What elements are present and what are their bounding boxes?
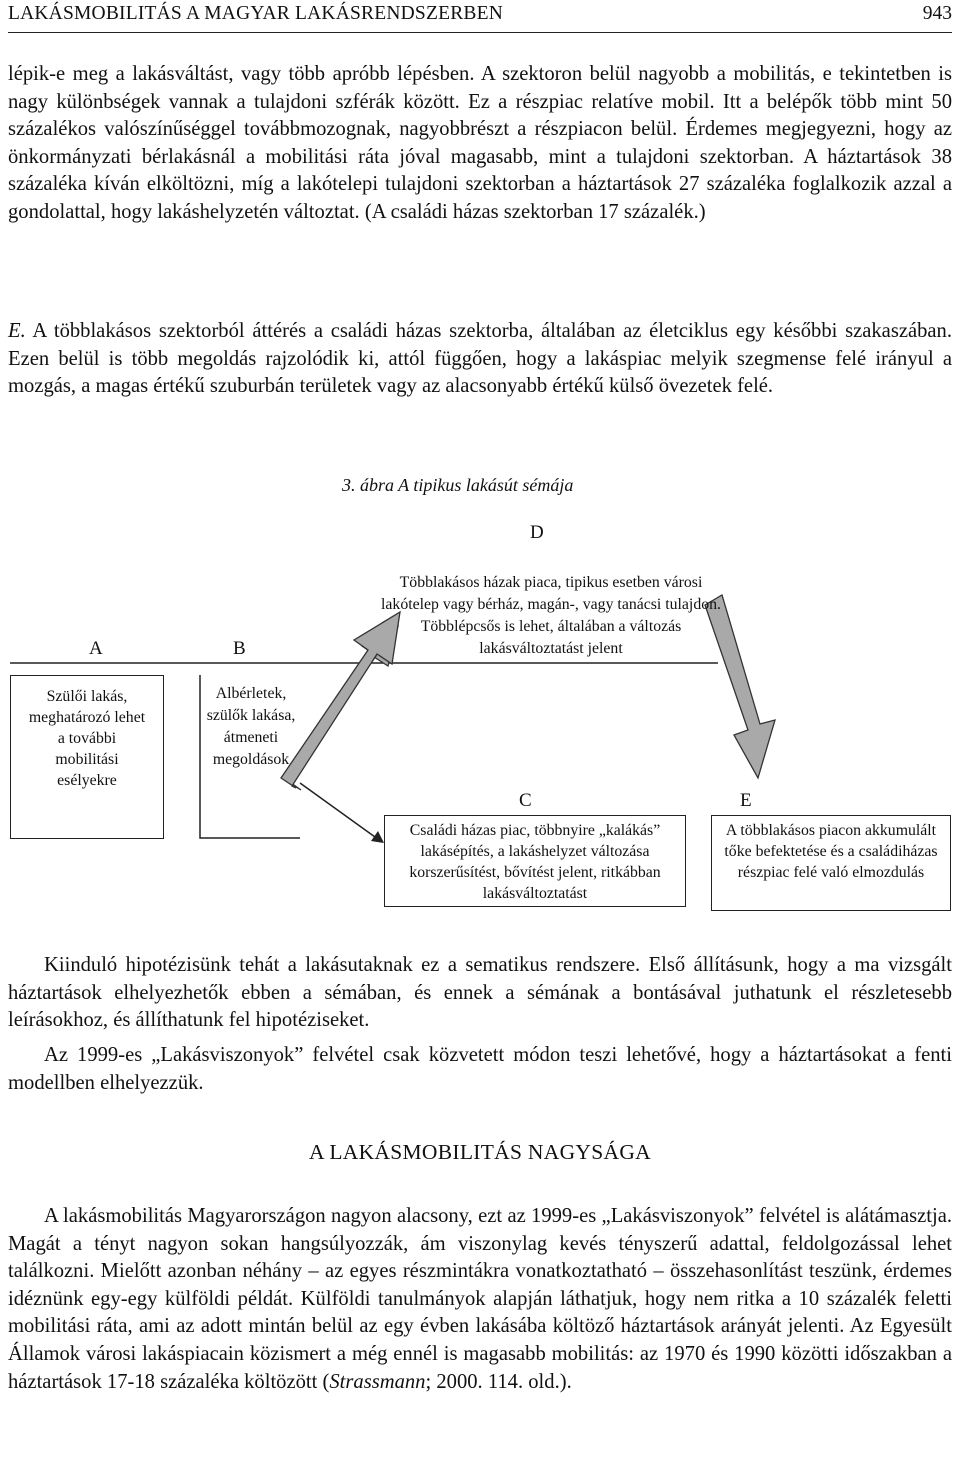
citation-rest: ; 2000. 114. old.).: [425, 1370, 572, 1393]
node-e-box: A többlakásos piacon akkumulált tőke befektetése és a családiházas részpiac felé való elmozdulás: [711, 815, 951, 911]
section-heading: A LAKÁSMOBILITÁS NAGYSÁGA: [309, 1140, 651, 1164]
page-number: 943: [922, 3, 952, 24]
item-text-e: A többlakásos szektorból áttérés a családi házas szektorba, általában az életciklus egy későbbi szakaszában. Ezen belül is több megoldás rajzolódik ki, attól függően, hogy a lakáspiac melyik szegmense felé irányul a mozgás, a magas értékű szuburbán területek vagy az alacsonyabb értékű külső övezetek felé.: [8, 320, 952, 398]
node-a-box: Szülői lakás, meghatározó lehet a további mobilitási esélyekre: [10, 675, 164, 839]
citation-author: Strassmann: [329, 1370, 426, 1393]
node-label-d: D: [530, 522, 544, 543]
paragraph-mobility-size-text: A lakásmobilitás Magyarországon nagyon alacsony, ezt az 1999-es „Lakásviszonyok” felvétel is alátámasztja. Magát a tényt nagyon sokan hangsúlyozzák, ám viszonylag kevés tényszerű adattal, feldolgozással lehet találkozni. Mielőtt azonban néhány – az egyes részmintákra vonatkoztatható – összehasonlítást teszünk, érdemes idéznünk egy-egy külföldi példát. Külföldi tanulmányok alapján láthatjuk, hogy nem ritka a 10 százalék feletti mobilitási ráta, ami az adott mintán belül az egy évben lakásába költöző háztartások arányát jelenti. Az Egyesült Államok városi lakáspiacain közismert a még ennél is magasabb mobilitás: az 1970 és 1990 közötti időszakban a háztartások 17-18 százaléka költözött (: [8, 1205, 952, 1393]
running-title: LAKÁSMOBILITÁS A MAGYAR LAKÁSRENDSZERBEN: [8, 3, 503, 24]
node-b-description: Albérletek, szülők lakása, átmeneti megoldások: [206, 685, 296, 768]
node-label-c: C: [519, 790, 532, 811]
node-label-b: B: [233, 638, 246, 659]
node-b-border-line: [200, 675, 300, 838]
paragraph-mobility-sector: lépik-e meg a lakásváltást, vagy több apróbb lépésben. A szektoron belül nagyobb a mobilitás, e tekintetben is nagy különbségek vannak a tulajdoni szférák között. Ez a részpiac relatíve mobil. Itt a belépők több mint 50 százalékos valószínűséggel továbbmozognak, nagyobbrészt a részpiacon belül. Érdemes megjegyezni, hogy az önkormányzati bérlakásnál a mobilitási ráta jóval magasabb, mint a tulajdoni szektorban. A háztartások 38 százaléka kíván elköltözni, míg a lakótelepi tulajdoni szektorban a háztartások 27 százaléka foglalkozik azzal a gondolattal, hogy lakáshelyzetén változtat. (A családi házas szektorban 17 százalék.): [8, 63, 952, 223]
figure-caption: 3. ábra A tipikus lakásút sémája: [342, 475, 574, 495]
paragraph-mobility-size: [8, 1203, 952, 1396]
node-c-box: Családi házas piac, többnyire „kalákás” lakásépítés, a lakáshelyzet változása korszerűsítést, bővítést jelent, ritkábban lakásváltoztatást: [384, 815, 686, 907]
paragraph-survey: Az 1999-es „Lakásviszonyok” felvétel csak közvetett módon teszi lehetővé, hogy a háztartásokat a fenti modellben elhelyezzük.: [8, 1044, 952, 1094]
node-label-e: E: [740, 790, 752, 811]
node-label-a: A: [89, 638, 103, 659]
paragraph-hypothesis: Kiinduló hipotézisünk tehát a lakásutaknak ez a sematikus rendszere. Első állításunk, hogy a ma vizsgált háztartások elhelyezhetők ebben a sémában, és ennek a sémának a bontásával juthatunk el részletesebb leírásokhoz, és állíthatunk fel hipotéziseket.: [8, 954, 952, 1032]
node-d-description: Többlakásos házak piaca, tipikus esetben városi lakótelep vagy bérház, magán-, vagy tanácsi tulajdon. Többlépcsős is lehet, általában a változás lakásváltoztatást jelent: [381, 574, 721, 657]
item-lead-e: E.: [8, 320, 26, 342]
